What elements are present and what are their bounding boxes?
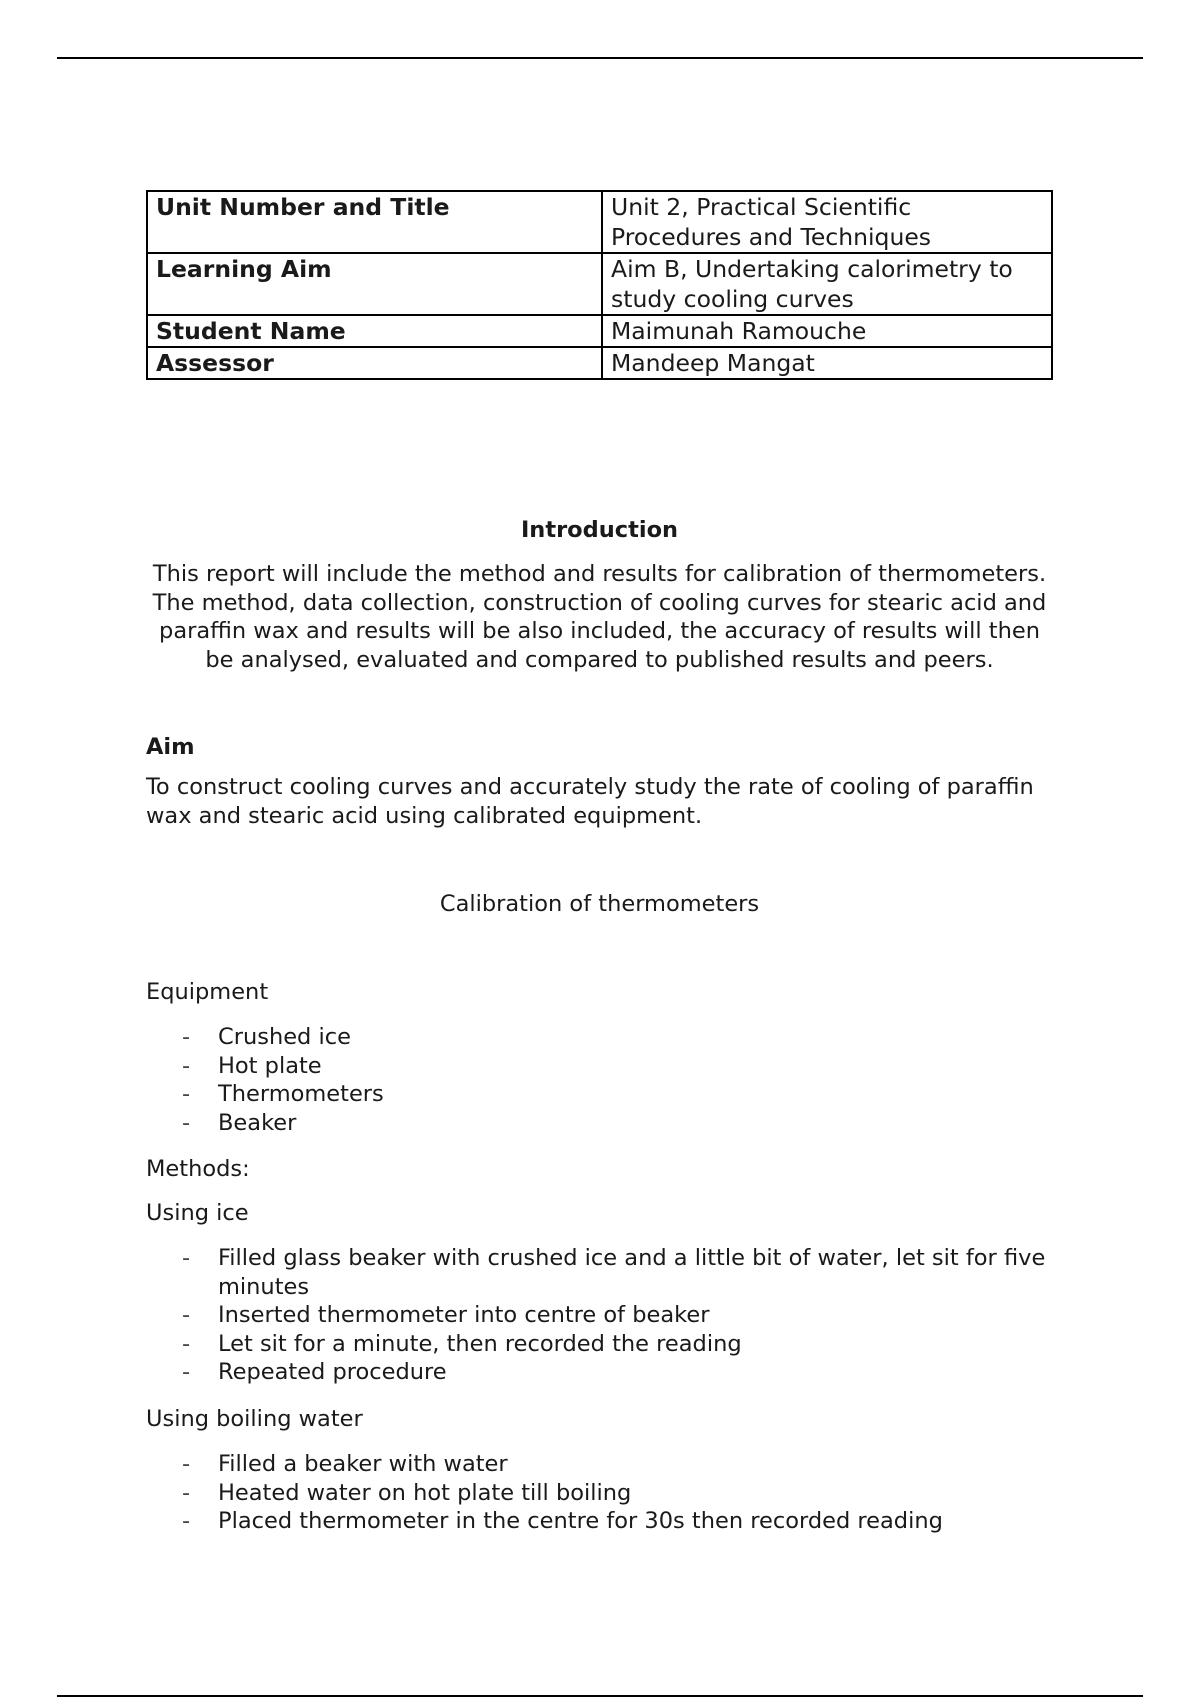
list-marker: - xyxy=(182,1245,191,1271)
list-item xyxy=(146,1450,1053,1479)
unit-title-label: Unit Number and Title xyxy=(147,191,602,253)
table-row xyxy=(147,315,1052,347)
calibration-heading: Calibration of thermometers xyxy=(439,891,760,917)
equipment-heading: Equipment xyxy=(146,979,269,1005)
student-name-label: Student Name xyxy=(147,315,602,347)
list-item xyxy=(146,1479,1053,1508)
list-item-text: Filled a beaker with water xyxy=(218,1451,508,1477)
footer-rule xyxy=(57,1695,1143,1697)
list-item xyxy=(146,1301,1053,1330)
list-marker: - xyxy=(182,1081,191,1107)
list-item-text: Let sit for a minute, then recorded the reading xyxy=(218,1330,742,1357)
list-marker: - xyxy=(182,1508,191,1534)
list-item xyxy=(146,1507,1053,1536)
using-boiling-water-heading: Using boiling water xyxy=(146,1406,363,1432)
list-item xyxy=(146,1080,1053,1109)
list-marker: - xyxy=(182,1359,191,1385)
table-row xyxy=(147,253,1052,315)
list-item-text: Repeated procedure xyxy=(218,1359,447,1385)
list-item xyxy=(146,1052,1053,1081)
methods-heading: Methods: xyxy=(146,1156,250,1182)
list-item-text: Filled glass beaker with crushed ice and a little bit of water, let sit for five minutes xyxy=(218,1245,1046,1300)
introduction-heading: Introduction xyxy=(520,517,679,543)
list-item xyxy=(146,1109,1053,1138)
table-row xyxy=(147,347,1052,379)
table-row xyxy=(147,191,1052,253)
aim-heading: Aim xyxy=(146,734,195,760)
assessor-value: Mandeep Mangat xyxy=(602,347,1052,379)
learning-aim-value: Aim B, Undertaking calorimetry to study cooling curves xyxy=(602,253,1052,315)
list-item xyxy=(146,1330,1053,1359)
list-item-text: Crushed ice xyxy=(218,1024,351,1050)
ice-method-list xyxy=(146,1244,1053,1387)
list-marker: - xyxy=(182,1451,191,1477)
unit-title-value: Unit 2, Practical Scientific Procedures and Techniques xyxy=(602,191,1052,253)
list-item-text: Thermometers xyxy=(218,1081,384,1107)
list-marker: - xyxy=(182,1109,191,1136)
learning-aim-label: Learning Aim xyxy=(147,253,602,315)
equipment-list xyxy=(146,1023,1053,1137)
list-marker: - xyxy=(182,1024,191,1050)
list-marker: - xyxy=(182,1302,191,1328)
using-ice-heading: Using ice xyxy=(146,1200,249,1226)
list-item-text: Placed thermometer in the centre for 30s then recorded reading xyxy=(218,1508,943,1534)
header-rule xyxy=(57,57,1143,59)
list-item-text: Inserted thermometer into centre of beaker xyxy=(218,1302,710,1328)
list-item-text: Beaker xyxy=(218,1109,297,1136)
assignment-info-table xyxy=(146,190,1053,380)
list-item-text: Heated water on hot plate till boiling xyxy=(218,1479,632,1506)
introduction-paragraph: This report will include the method and results for calibration of thermometers. The method, data collection, construction of cooling curves for stearic acid and paraffin wax and results will be also included, the accuracy of results will then be analysed, evaluated and compared to published results and peers. xyxy=(152,561,1047,673)
list-item-text: Hot plate xyxy=(218,1052,322,1079)
list-marker: - xyxy=(182,1330,191,1357)
list-item xyxy=(146,1358,1053,1387)
list-marker: - xyxy=(182,1052,191,1079)
boiling-method-list xyxy=(146,1450,1053,1536)
student-name-value: Maimunah Ramouche xyxy=(602,315,1052,347)
list-item xyxy=(146,1023,1053,1052)
list-marker: - xyxy=(182,1479,191,1506)
list-item xyxy=(146,1244,1053,1301)
aim-paragraph: To construct cooling curves and accurately study the rate of cooling of paraffin wax and stearic acid using calibrated equipment. xyxy=(146,774,1034,829)
assessor-label: Assessor xyxy=(147,347,602,379)
